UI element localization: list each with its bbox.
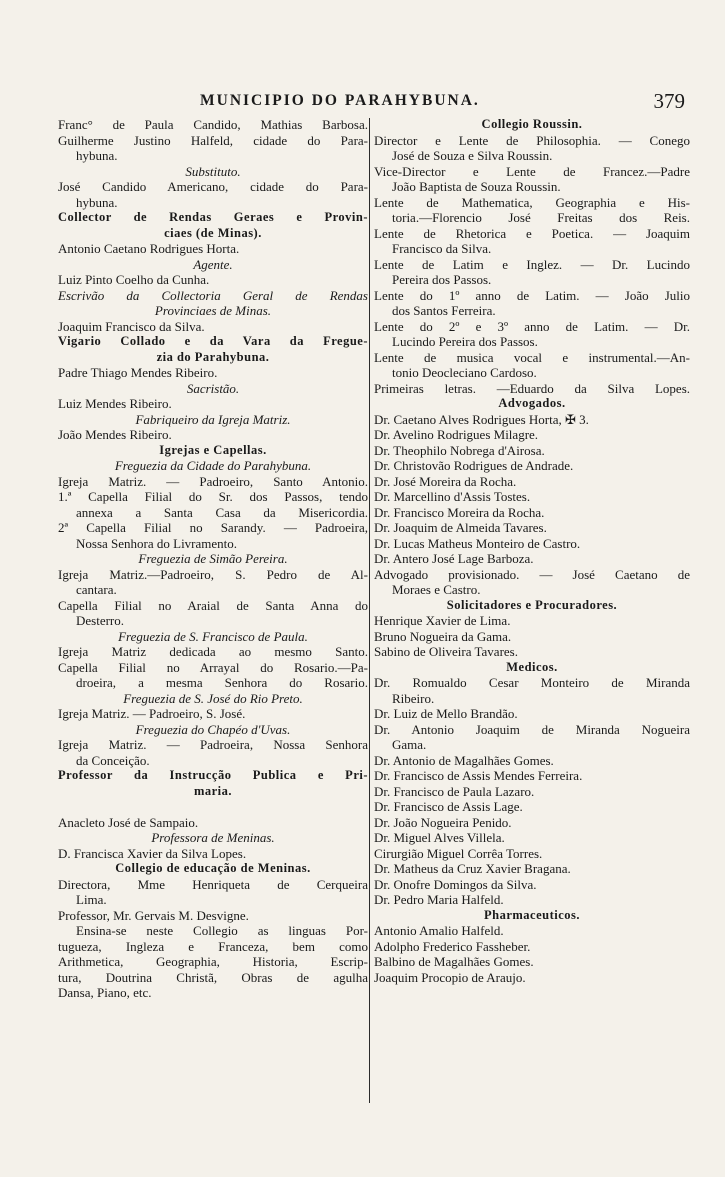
text-line: Luiz Pinto Coelho da Cunha. <box>58 272 210 287</box>
text-line: Lente de Rhetorica e Poetica. — Joaquim <box>374 225 690 241</box>
left-column <box>58 117 368 1001</box>
text-line: Dr. João Nogueira Penido. <box>374 814 512 830</box>
text-line: 2ª Capella Filial no Sarandy. — Padroeira, <box>58 520 368 535</box>
subsection-label: Pereira dos Passos. <box>392 272 492 287</box>
subsection-label: hybuna. <box>76 194 118 210</box>
text-line: Dr. Marcellino d'Assis Tostes. <box>374 489 531 504</box>
subsection-label: Agente. <box>193 256 233 272</box>
text-line: Antonio Caetano Rodrigues Horta. <box>58 241 240 256</box>
text-line <box>58 799 368 815</box>
text-line: Balbino de Magalhães Gomes. <box>374 954 534 969</box>
section-heading: Collector de Rendas Geraes e Provin- <box>58 210 368 224</box>
text-line: Igreja Matriz. — Padroeiro, Santo Antonio. <box>58 473 368 489</box>
text-line: Lente de Latim e Inglez. — Dr. Lucindo <box>374 256 690 272</box>
text-line: Advogado provisionado. — José Caetano de <box>374 566 690 582</box>
subsection-label: cantara. <box>76 582 117 597</box>
text-line: Luiz Mendes Ribeiro. <box>58 396 172 411</box>
text-line: Padre Thiago Mendes Ribeiro. <box>58 365 218 380</box>
text-line: Dr. Matheus da Cruz Xavier Bragana. <box>374 861 571 876</box>
subsection-label: Professora de Meninas. <box>151 830 275 845</box>
text-line: Dr. Antero José Lage Barboza. <box>374 551 534 566</box>
subsection-label: droeira, a mesma Senhora do Rosario. <box>76 675 368 690</box>
text-line: Sabino de Oliveira Tavares. <box>374 644 518 659</box>
subsection-label: Escrivão da Collectoria Geral de Rendas <box>58 287 368 303</box>
subsection-label: Fabriqueiro da Igreja Matriz. <box>135 411 291 427</box>
text-line: Dr. Antonio de Magalhães Gomes. <box>374 752 554 768</box>
text-line: Dr. Caetano Alves Rodrigues Horta, ✠ 3. <box>374 411 589 427</box>
text-line: Dr. Antonio Joaquim de Miranda Nogueira <box>374 721 690 737</box>
subsection-label: tonio Deocleciano Cardoso. <box>392 365 537 380</box>
right-column <box>374 117 690 985</box>
subsection-label: Provinciaes de Minas. <box>154 303 272 318</box>
subsection-label: Freguezia de Simão Pereira. <box>138 551 288 566</box>
subsection-label: Ensina-se neste Collegio as linguas Por- <box>76 923 368 938</box>
text-line: Guilherme Justino Halfeld, cidade do Para- <box>58 132 368 148</box>
section-heading: Igrejas e Capellas. <box>159 442 267 457</box>
text-line: Dr. Avelino Rodrigues Milagre. <box>374 427 539 442</box>
subsection-label: annexa a Santa Casa da Misericordia. <box>76 504 368 520</box>
subsection-label: Lima. <box>76 892 107 907</box>
text-line: Director e Lente de Philosophia. — Conego <box>374 132 690 148</box>
subsection-label: Substituto. <box>185 163 241 179</box>
text-line: Dr. Onofre Domingos da Silva. <box>374 876 537 892</box>
section-heading: Pharmaceuticos. <box>483 907 581 922</box>
section-heading: zia do Parahybuna. <box>156 349 270 364</box>
text-line: Igreja Matriz. — Padroeiro, S. José. <box>58 706 246 721</box>
page-header <box>0 89 725 116</box>
text-line: Igreja Matriz. — Padroeira, Nossa Senhora <box>58 737 368 752</box>
page-title: MUNICIPIO DO PARAHYBUNA. <box>200 92 480 109</box>
text-line: Dr. Francisco de Assis Mendes Ferreira. <box>374 768 583 783</box>
section-heading: Medicos. <box>506 659 558 674</box>
text-line: Capella Filial no Arrayal do Rosario.—Pa- <box>58 659 368 675</box>
subsection-label: toria.—Florencio José Freitas dos Reis. <box>392 210 690 225</box>
subsection-label: Freguezia de S. Francisco de Paula. <box>118 628 308 644</box>
text-line: Antonio Amalio Halfeld. <box>374 923 504 938</box>
page-number: 379 <box>653 89 685 113</box>
text-line: Cirurgião Miguel Corrêa Torres. <box>374 845 543 861</box>
subsection-label: Ribeiro. <box>392 690 435 706</box>
text-line: Joaquim Procopio de Araujo. <box>374 969 526 985</box>
subsection-label: dos Santos Ferreira. <box>392 303 496 318</box>
text-line: Dr. Romualdo Cesar Monteiro de Miranda <box>374 675 690 690</box>
subsection-label: hybuna. <box>76 148 118 163</box>
text-line: Adolpho Frederico Fassheber. <box>374 938 531 954</box>
text-line: Dr. José Moreira da Rocha. <box>374 473 517 489</box>
text-line: Dr. Theophilo Nobrega d'Airosa. <box>374 442 545 458</box>
text-line: D. Francisca Xavier da Silva Lopes. <box>58 845 247 861</box>
text-line: Dr. Francisco de Assis Lage. <box>374 799 523 814</box>
subsection-label: Freguezia da Cidade do Parahybuna. <box>114 458 312 473</box>
text-line: Lente do 2º e 3º anno de Latim. — Dr. <box>374 318 690 334</box>
section-heading: Vigario Collado e da Vara da Fregue- <box>58 334 368 348</box>
text-line: Igreja Matriz.—Padroeiro, S. Pedro de Al- <box>58 566 368 582</box>
subsection-label: Nossa Senhora do Livramento. <box>76 535 238 551</box>
text-line: Vice-Director e Lente de Francez.—Padre <box>374 163 690 179</box>
text-line: José Candido Americano, cidade do Para- <box>58 179 368 194</box>
text-line: Anacleto José de Sampaio. <box>58 814 199 830</box>
text-line: Dr. Christovão Rodrigues de Andrade. <box>374 458 574 473</box>
text-line: Dr. Luiz de Mello Brandão. <box>374 706 518 721</box>
text-line: Dr. Joaquim de Almeida Tavares. <box>374 520 547 535</box>
text-line: tura, Doutrina Christã, Obras de agulha <box>58 969 368 985</box>
text-line: Dr. Lucas Matheus Monteiro de Castro. <box>374 535 581 551</box>
section-heading: ciaes (de Minas). <box>164 225 262 240</box>
section-heading: Advogados. <box>498 396 566 410</box>
subsection-label: Sacristão. <box>186 380 240 396</box>
text-line: Dansa, Piano, etc. <box>58 985 152 1000</box>
subsection-label: João Baptista de Souza Roussin. <box>392 179 561 194</box>
subsection-label: Lucindo Pereira dos Passos. <box>392 334 538 349</box>
text-line: João Mendes Ribeiro. <box>58 427 172 442</box>
subsection-label: Moraes e Castro. <box>392 582 481 597</box>
text-line: Dr. Miguel Alves Villela. <box>374 830 505 845</box>
subsection-label: Gama. <box>392 737 427 752</box>
text-line: Dr. Pedro Maria Halfeld. <box>374 892 504 907</box>
text-line: Henrique Xavier de Lima. <box>374 613 511 628</box>
subsection-label: Desterro. <box>76 613 125 628</box>
subsection-label: Francisco da Silva. <box>392 241 492 256</box>
text-line: 1.ª Capella Filial do Sr. dos Passos, tendo <box>58 489 368 504</box>
text-line: Igreja Matriz dedicada ao mesmo Santo. <box>58 644 368 659</box>
text-line: Arithmetica, Geographia, Historia, Escrip- <box>58 954 368 969</box>
subsection-label: Freguezia do Chapéo d'Uvas. <box>135 721 291 737</box>
text-line: Directora, Mme Henriqueta de Cerqueira <box>58 876 368 892</box>
section-heading: Solicitadores e Procuradores. <box>446 597 618 612</box>
subsection-label: Freguezia de S. José do Rio Preto. <box>123 690 303 706</box>
text-line: Bruno Nogueira da Gama. <box>374 628 512 644</box>
text-line: Primeiras letras. —Eduardo da Silva Lopes. <box>374 380 690 396</box>
text-line: Capella Filial no Araial de Santa Anna do <box>58 597 368 613</box>
section-heading: maria. <box>193 783 233 798</box>
section-heading: Professor da Instrucção Publica e Pri- <box>58 768 368 782</box>
text-line: Joaquim Francisco da Silva. <box>58 318 205 334</box>
text-line: Lente do 1º anno de Latim. — João Julio <box>374 287 690 303</box>
text-line: Franc° de Paula Candido, Mathias Barbosa. <box>58 117 368 132</box>
text-line: Lente de Mathematica, Geographia e His- <box>374 194 690 210</box>
section-heading: Collegio Roussin. <box>481 117 583 131</box>
section-heading: Collegio de educação de Meninas. <box>115 861 311 875</box>
subsection-label: da Conceição. <box>76 752 150 768</box>
text-line: tugueza, Ingleza e Franceza, bem como <box>58 938 368 954</box>
text-line: Professor, Mr. Gervais M. Desvigne. <box>58 907 249 923</box>
column-divider <box>369 118 370 1103</box>
text-line: Lente de musica vocal e instrumental.—An- <box>374 349 690 365</box>
text-line: Dr. Francisco Moreira da Rocha. <box>374 504 545 520</box>
subsection-label: José de Souza e Silva Roussin. <box>392 148 553 163</box>
text-line: Dr. Francisco de Paula Lazaro. <box>374 783 535 799</box>
